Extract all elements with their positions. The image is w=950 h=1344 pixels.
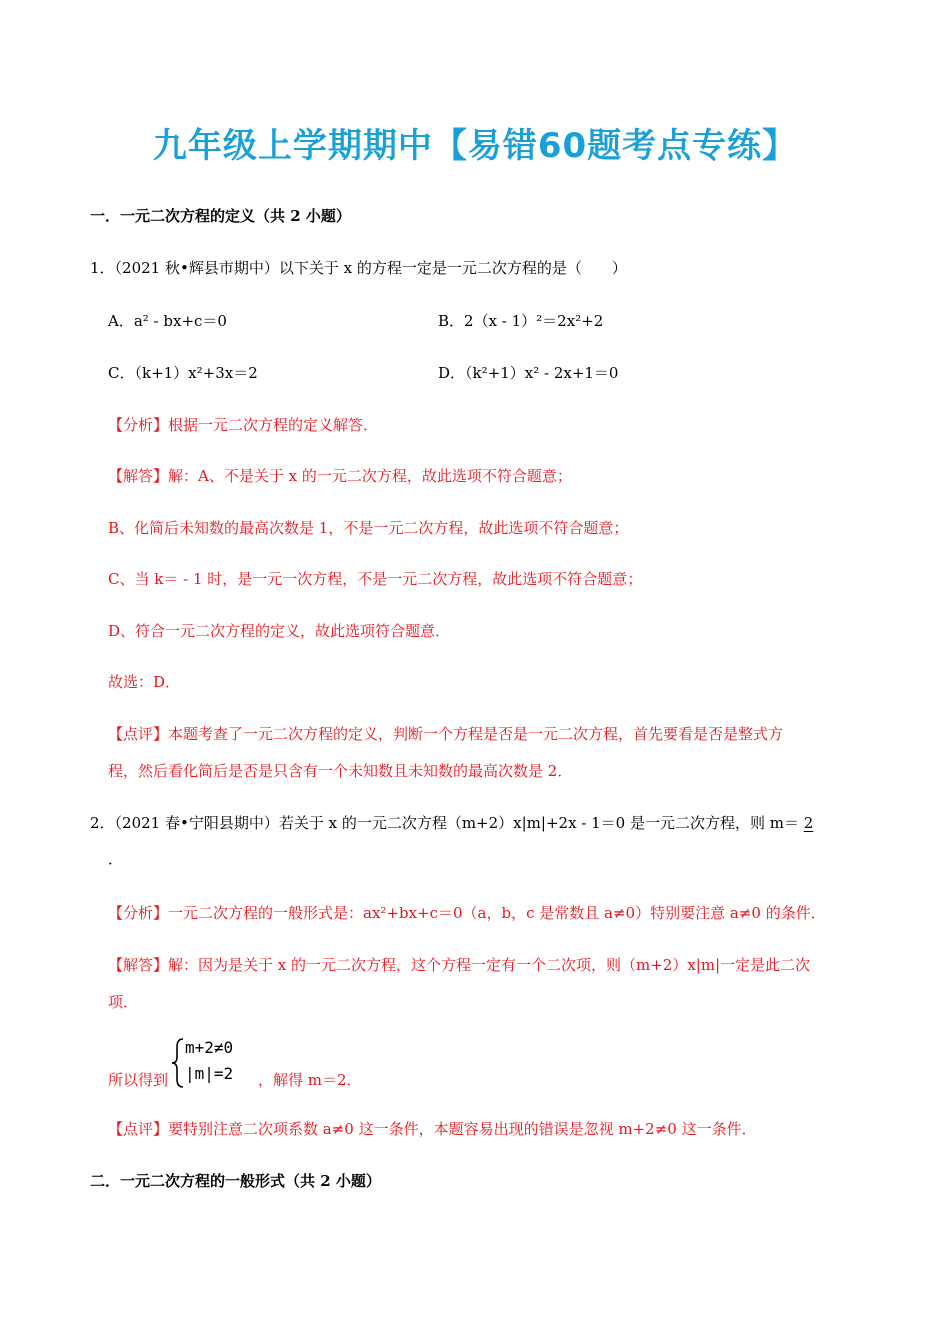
q2-analysis: 【分析】一元二次方程的一般形式是：ax²+bx+c＝0（a，b，c 是常数且 a≠0）特别要注意 a≠0 的条件． xyxy=(108,904,826,922)
q1-solution-line-4: D、符合一元二次方程的定义，故此选项符合题意． xyxy=(108,622,451,640)
q2-answer: 2 xyxy=(803,814,814,832)
q2-solution-line-2: 项． xyxy=(108,993,139,1011)
equation-system-line-2: |m|=2 xyxy=(185,1064,234,1083)
q2-solution-line-1: 【解答】解：因为是关于 x 的一元二次方程，这个方程一定有一个二次项，则（m+2）x|m|一定是此二次 xyxy=(108,956,811,974)
q1-solution-line-3: C、当 k＝ - 1 时，是一元一次方程，不是一元二次方程，故此选项不符合题意； xyxy=(108,570,643,588)
q2-comment: 【点评】要特别注意二次项系数 a≠0 这一条件，本题容易出现的错误是忽视 m+2≠0 这一条件． xyxy=(108,1120,757,1138)
q1-solution-line-2: B、化简后未知数的最高次数是 1，不是一元二次方程，故此选项不符合题意； xyxy=(108,519,629,537)
q1-option-c: C．（k+1）x²+3x＝2 xyxy=(108,364,258,382)
q1-choice: 故选：D． xyxy=(108,673,181,691)
equation-system-line-1: m+2≠0 xyxy=(185,1038,234,1057)
q1-option-d: D．（k²+1）x² - 2x+1＝0 xyxy=(438,364,619,382)
equation-system xyxy=(171,1037,261,1089)
question-2-stem xyxy=(90,812,813,833)
q1-comment-line-2: 程，然后看化简后是否是只含有一个未知数且未知数的最高次数是 2． xyxy=(108,762,573,780)
q1-option-a: A．a² - bx+c＝0 xyxy=(108,312,227,330)
question-1-stem: 1．（2021 秋•辉县市期中）以下关于 x 的方程一定是一元二次方程的是（ ） xyxy=(90,259,627,277)
q1-comment-line-1: 【点评】本题考查了一元二次方程的定义，判断一个方程是否是一元二次方程，首先要看是否是整式方 xyxy=(108,725,784,743)
q2-stem-text: 2．（2021 春•宁阳县期中）若关于 x 的一元二次方程（m+2）x|m|+2x - 1＝0 是一元二次方程，则 m＝ xyxy=(90,814,799,832)
q2-solution-line-3-suffix: ，解得 m＝2． xyxy=(258,1071,362,1089)
q2-stem-period: ． xyxy=(108,850,124,868)
q1-option-b: B．2（x - 1）²＝2x²+2 xyxy=(438,312,604,330)
section-heading-1: 一．一元二次方程的定义（共 2 小题） xyxy=(90,207,351,225)
section-heading-2: 二．一元二次方程的一般形式（共 2 小题） xyxy=(90,1172,381,1190)
q2-solution-line-3-prefix: 所以得到 xyxy=(108,1071,169,1089)
q1-analysis: 【分析】根据一元二次方程的定义解答． xyxy=(108,416,379,434)
page-title: 九年级上学期期中【易错60题考点专练】 xyxy=(152,126,798,166)
q1-solution-line-1: 【解答】解：A、不是关于 x 的一元二次方程，故此选项不符合题意； xyxy=(108,467,572,485)
